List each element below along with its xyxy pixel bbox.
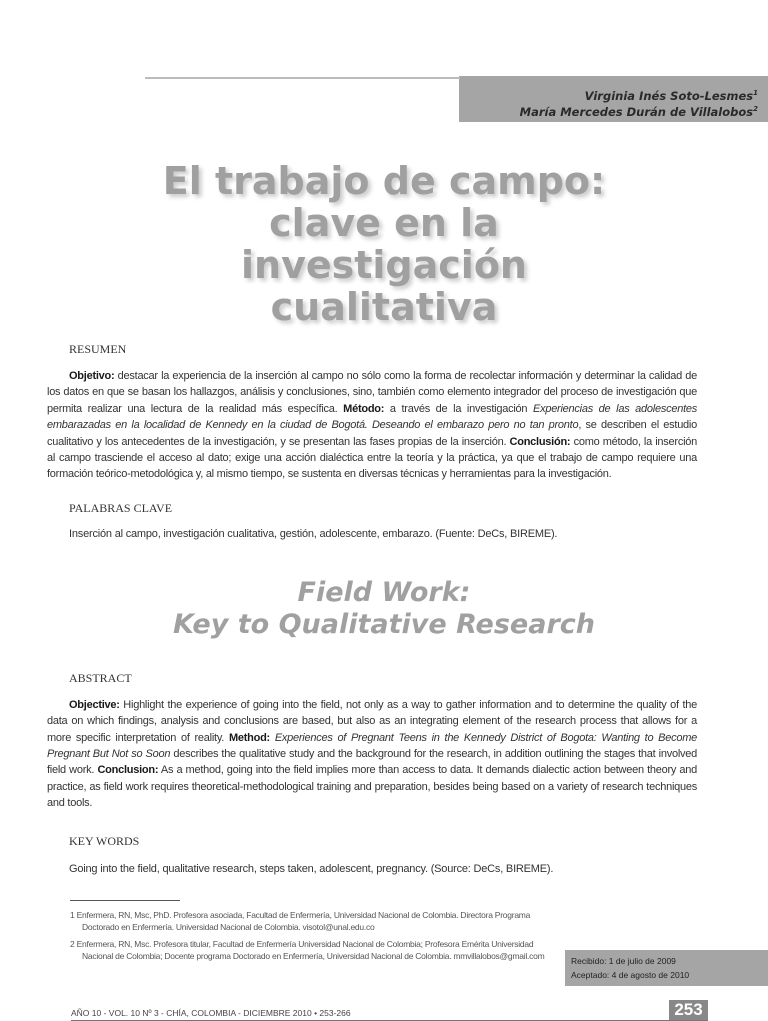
footnote-mark: 1: [753, 89, 758, 98]
footnote-1: 1 Enfermera, RN, Msc, PhD. Profesora asociada, Facultad de Enfermería, Universidad Nacional de Colombia. Directora Programa Doctorado en Enfermería. Universidad Nacional de Colombia. visotol@unal.edu.co: [70, 909, 531, 932]
text-run: destacar la experiencia de la inserción al campo no sólo como la forma de recolectar información y determinar la calidad de los datos en que se basan los hallazgos, análisis y conclusiones, sino, también como elemento integrador del proceso de investigación que permita realizar una lectura de la realidad más específica.: [47, 370, 697, 415]
author-1: [459, 88, 758, 104]
study-title: Experiences of Pregnant Teens in the Kennedy District of Bogota: Wanting to Become Pregnant But Not so Soon: [47, 731, 698, 761]
author-name: Virginia Inés Soto-Lesmes: [584, 89, 754, 103]
footer-row: [71, 998, 708, 1021]
section-label: Conclusion:: [97, 764, 159, 777]
header-rule: [145, 77, 460, 79]
dates-box: [565, 950, 768, 986]
journal-footer: AÑO 10 - VOL. 10 Nº 3 - CHÍA, COLOMBIA - DICIEMBRE 2010 • 253-266: [71, 1007, 351, 1018]
page-header: [0, 0, 768, 76]
abstract-heading: ABSTRACT: [69, 670, 132, 685]
section-label: Objective:: [69, 698, 120, 711]
keywords-text: Going into the field, qualitative research, steps taken, adolescent, pregnancy. (Source: DeCs, BIREME).: [69, 862, 554, 875]
study-title: Experiencias de las adolescentes embarazadas en la localidad de Kennedy en la ciudad de Bogotá. Deseando el embarazo pero no tan pronto: [47, 402, 697, 432]
english-title: [149, 577, 619, 641]
resumen-text: [47, 368, 697, 483]
text-run: a través de la investigación: [384, 402, 533, 415]
text-run: Highlight the experience of going into the field, not only as a way to gather information and to determine the quality of the data on which findings, analysis and conclusions are based, but also as an integrating element of the research process that allows for a more specific interpretation of reality.: [47, 698, 697, 744]
palabras-text: Inserción al campo, investigación cualitativa, gestión, adolescente, embarazo. (Fuente: DeCs, BIREME).: [69, 527, 558, 540]
section-label: Objetivo:: [69, 370, 115, 382]
text-run: , se describen el estudio cualitativo y los antecedentes de la investigación, y se presentan las fases propias de la inserción.: [47, 419, 697, 448]
text-run: describes the qualitative study and the background for the research, in addition outlining the stages that involved field work.: [47, 748, 697, 777]
received-date: Recibido: 1 de julio de 2009: [571, 955, 676, 966]
article-title: El trabajo de campo: clave en la investigación cualitativa: [162, 159, 606, 329]
english-title-line: Field Work:: [297, 576, 471, 608]
page-number: 253: [669, 1000, 708, 1020]
section-label: Conclusión:: [509, 435, 571, 448]
author-name: María Mercedes Durán de Villalobos: [519, 105, 754, 119]
resumen-heading: RESUMEN: [69, 342, 127, 356]
abstract-text: [47, 697, 697, 812]
footnotes: [70, 900, 558, 967]
palabras-heading: PALABRAS CLAVE: [69, 500, 173, 515]
section-label: Método:: [343, 402, 385, 415]
author-2: [459, 104, 758, 120]
section-label: Method:: [228, 731, 270, 744]
english-title-line: Key to Qualitative Research: [172, 608, 596, 640]
authors-box: [459, 76, 768, 122]
accepted-date: Aceptado: 4 de agosto de 2010: [571, 969, 690, 980]
text-run: como método, la inserción al campo trasciende el acceso al dato; exige una acción dialéctica entre la teoría y la práctica, ya que el trabajo de campo requiere una formación teórico-metodológica y, al mismo tiempo, se sustenta en diversas técnicas y herramientas para la investigación.: [47, 435, 697, 481]
keywords-heading: KEY WORDS: [69, 833, 140, 848]
footnote-mark: 2: [753, 105, 758, 114]
footnote-rule: [70, 900, 180, 901]
text-run: As a method, going into the field implies more than access to data. It demands dialectic action between theory and practice, as field work requires theoretical-methodological training and preparation, besides being based on a variety of research techniques and tools.: [47, 764, 697, 810]
footnote-2: 2 Enfermera, RN, Msc. Profesora titular, Facultad de Enfermería Universidad Nacional de Colombia; Profesora Emérita Universidad Nacional de Colombia; Docente programa Doctorado en Enfermería, Universidad Nacional de Colombia. mmvillalobos@gmail.com: [70, 938, 545, 961]
footnotes-row: [0, 900, 768, 986]
